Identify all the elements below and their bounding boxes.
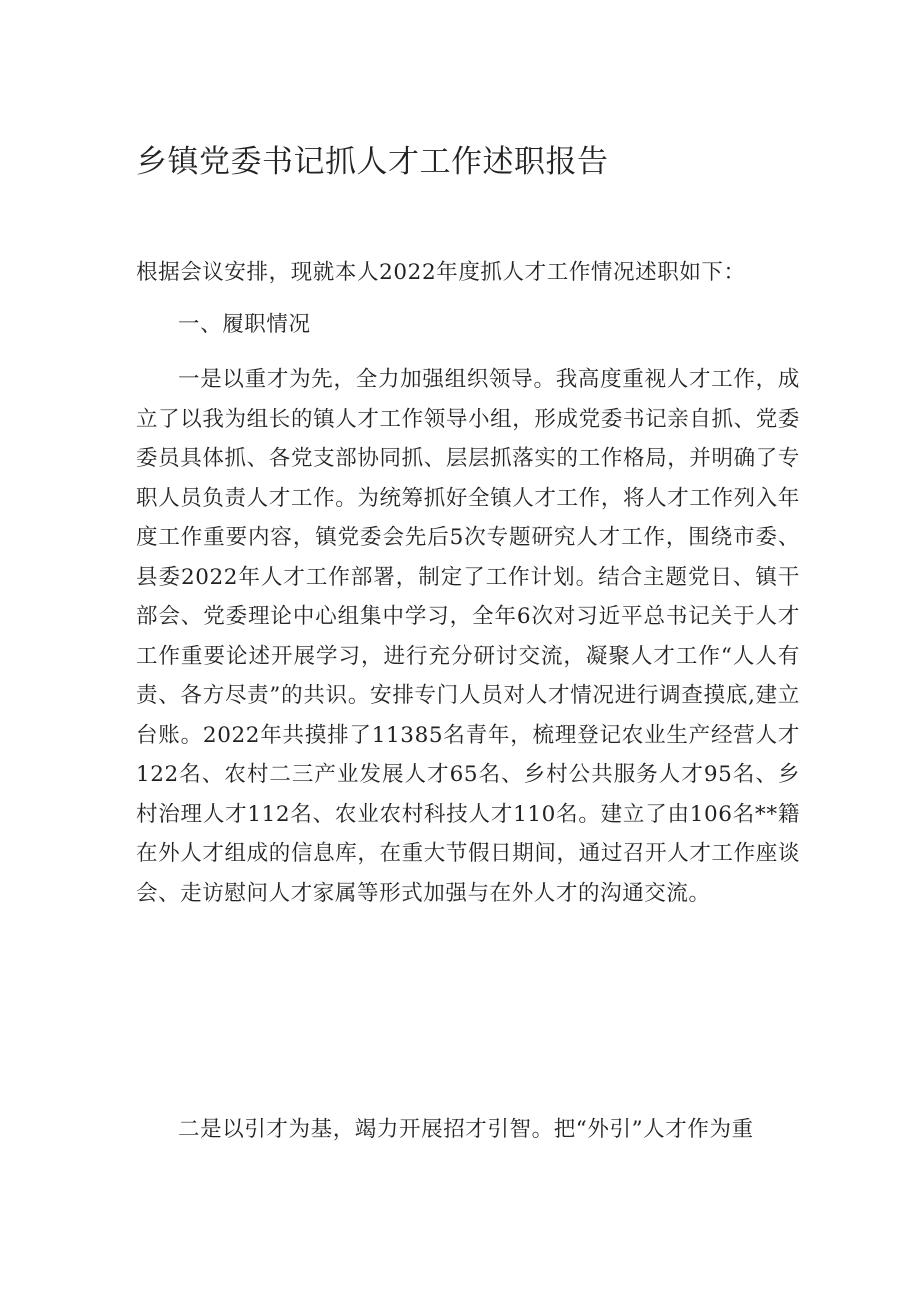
body-paragraph: 二是以引才为基，竭力开展招才引智。把“外引”人才作为重 — [178, 1117, 754, 1142]
section-heading: 一、履职情况 — [178, 312, 311, 337]
document-title: 乡镇党委书记抓人才工作述职报告 — [136, 144, 609, 180]
body-paragraph: 一是以重才为先，全力加强组织领导。我高度重视人才工作，成立了以我为组长的镇人才工作领导小组，形成党委书记亲自抓、党委委员具体抓、各党支部协同抓、层层抓落实的工作格局，并明确了专职人员负责人才工作。为统筹抓好全镇人才工作，将人才工作列入年度工作重要内容，镇党委会先后5次专题研究人才工作，围绕市委、县委2022年人才工作部署，制定了工作计划。结合主题党日、镇干部会、党委理论中心组集中学习，全年6次对习近平总书记关于人才工作重要论述开展学习，进行充分研讨交流，凝聚人才工作“人人有责、各方尽责”的共识。安排专门人员对人才情况进行调查摸底,建立台账。2022年共摸排了11385名青年，梳理登记农业生产经营人才122名、农村二三产业发展人才65名、乡村公共服务人才95名、乡村治理人才112名、农业农村科技人才110名。建立了由106名**籍在外人才组成的信息库，在重大节假日期间，通过召开人才工作座谈会、走访慰问人才家属等形式加强与在外人才的沟通交流。 — [136, 367, 800, 906]
intro-paragraph: 根据会议安排，现就本人2022年度抓人才工作情况述职如下： — [136, 260, 746, 285]
